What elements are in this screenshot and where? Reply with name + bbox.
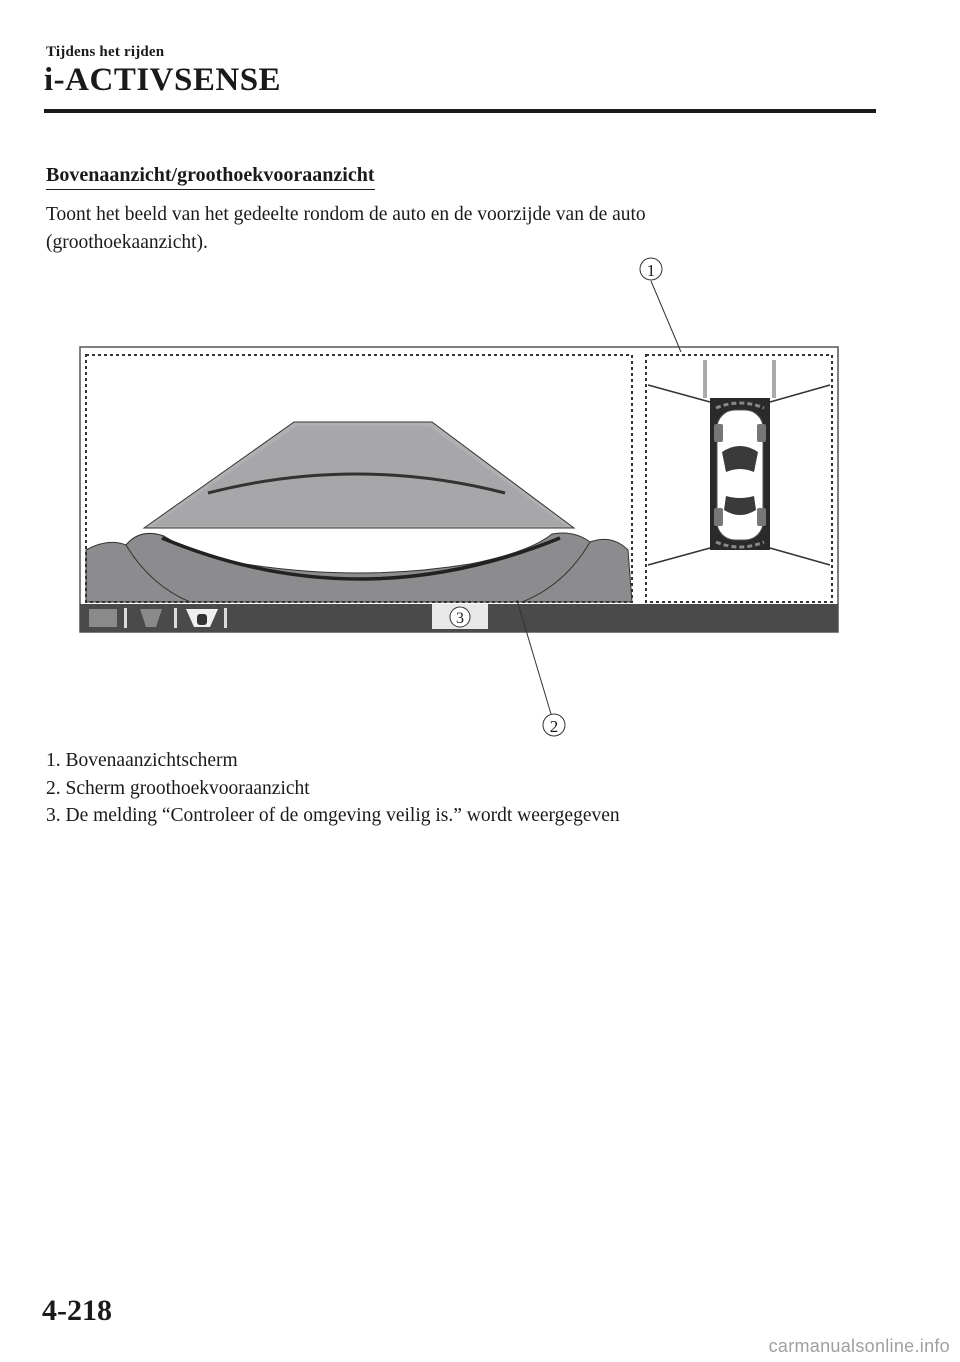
sub-heading: Bovenaanzicht/groothoekvooraanzicht <box>46 162 375 190</box>
section-label: Tijdens het rijden <box>46 44 165 60</box>
list-item: 1. Bovenaanzichtscherm <box>46 750 238 771</box>
front-wide-view <box>84 351 636 604</box>
car-top-icon <box>714 410 766 540</box>
callout-list <box>46 747 620 830</box>
list-item: 3. De melding “Controleer of de omgeving veilig is.” wordt weergegeven <box>46 805 620 826</box>
callout-3-number: 3 <box>456 610 464 627</box>
top-view <box>642 351 834 604</box>
callout-2-number: 2 <box>549 717 559 736</box>
watermark: carmanualsonline.info <box>768 1336 950 1356</box>
page-number: 4-218 <box>42 1294 112 1327</box>
callout-1-number: 1 <box>646 261 656 280</box>
intro-text: Toont het beeld van het gedeelte rondom de auto en de voorzijde van de auto (groothoekaanzicht). <box>46 204 646 253</box>
chapter-title: i-ACTIVSENSE <box>44 62 282 98</box>
list-item: 2. Scherm groothoekvooraanzicht <box>46 777 310 799</box>
